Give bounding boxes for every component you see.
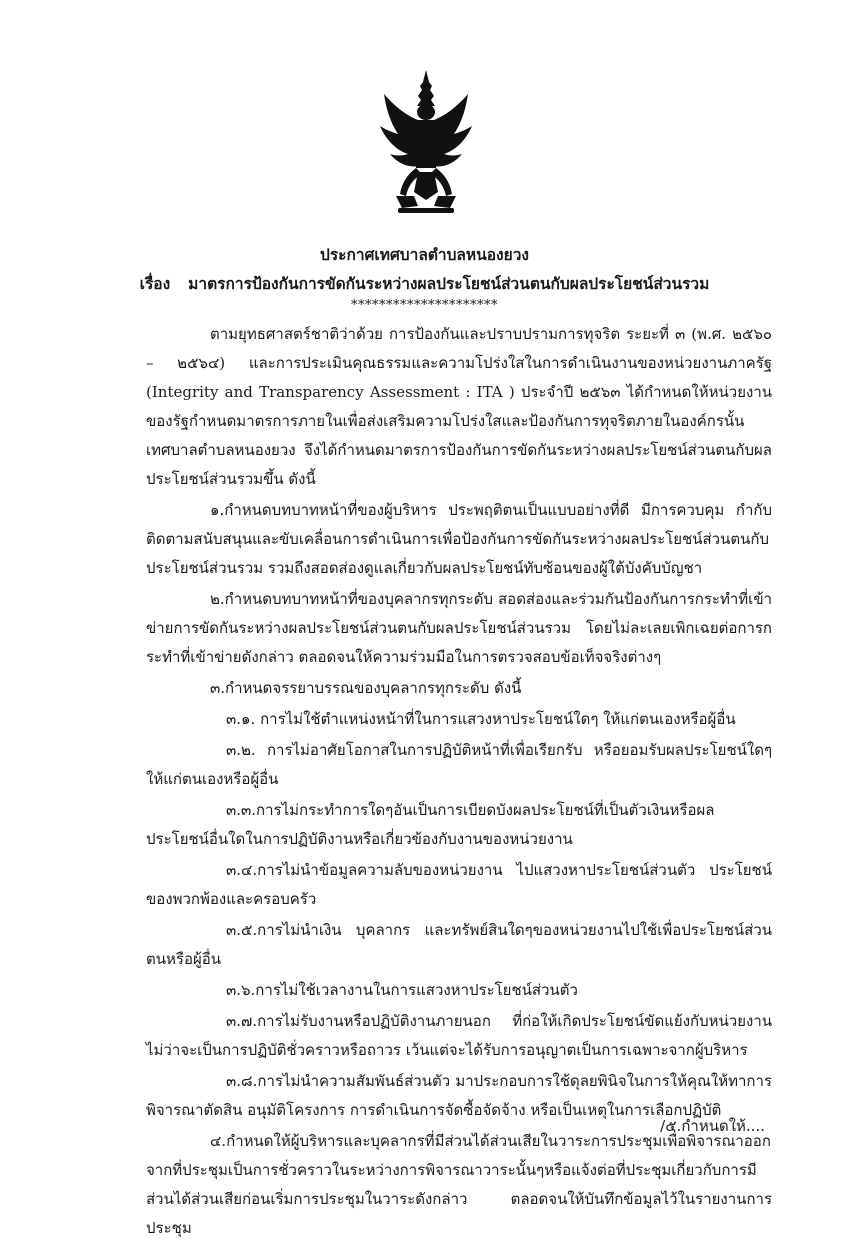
continuation-marker: /๕.กำหนดให้.... [660, 1117, 765, 1135]
subject-text: มาตรการป้องกันการขัดกันระหว่างผลประโยชน์ส่วนตนกับผลประโยชน์ส่วนรวม [188, 274, 710, 293]
subject-line [0, 274, 849, 294]
item-2: ๒.กำหนดบทบาทหน้าที่ของบุคลากรทุกระดับ สอดส่องและร่วมกันป้องกันการกระทำที่เข้าข่ายการขัดกันระหว่างผลประโยชน์ส่วนตนกับผลประโยชน์ส่วนรวม โดยไม่ละเลยเพิกเฉยต่อการกระทำที่เข้าข่ายดังกล่าว ตลอดจนให้ความร่วมมือในการตรวจสอบข้อเท็จจริงต่างๆ [146, 590, 772, 666]
item-3-4: ๓.๔.การไม่นำข้อมูลความลับของหน่วยงาน ไปแสวงหาประโยชน์ส่วนตัว ประโยชน์ของพวกพ้องและครอบครัว [146, 861, 772, 908]
item-3-8: ๓.๘.การไม่นำความสัมพันธ์ส่วนตัว มาประกอบการใช้ดุลยพินิจในการให้คุณให้ทาการพิจารณาตัดสิน อนุมัติโครงการ การดำเนินการจัดซื้อจัดจ้าง หรือเป็นเหตุในการเลือกปฏิบัติ [146, 1072, 772, 1119]
item-1: ๑.กำหนดบทบาทหน้าที่ของผู้บริหาร ประพฤติตนเป็นแบบอย่างที่ดี มีการควบคุม กำกับ ติดตามสนับสนุนและขับเคลื่อนการดำเนินการเพื่อป้องกันการขัดกันระหว่างผลประโยชน์ส่วนตนกับประโยชน์ส่วนรวม รวมถึงสอดส่องดูแลเกี่ยวกับผลประโยชน์ทับซ้อนของผู้ใต้บังคับบัญชา [146, 501, 772, 577]
item-3-7: ๓.๗.การไม่รับงานหรือปฏิบัติงานภายนอก ที่ก่อให้เกิดประโยชน์ขัดแย้งกับหน่วยงานไม่ว่าจะเป็นการปฏิบัติชั่วคราวหรือถาวร เว้นแต่จะได้รับการอนุญาตเป็นการเฉพาะจากผู้บริหาร [146, 1012, 772, 1059]
garuda-emblem-icon [378, 68, 474, 218]
item-4: ๔.กำหนดให้ผู้บริหารและบุคลากรที่มีส่วนได้ส่วนเสียในวาระการประชุมเพื่อพิจารณาออกจากที่ประชุมเป็นการชั่วคราวในระหว่างการพิจารณาวาระนั้นๆหรือแจ้งต่อที่ประชุมเกี่ยวกับการมีส่วนได้ส่วนเสียก่อนเริ่มการประชุมในวาระดังกล่าว ตลอดจนให้บันทึกข้อมูลไว้ในรายงานการประชุม [146, 1132, 772, 1237]
announcement-title: ประกาศเทศบาลตำบลหนองยวง [320, 245, 529, 264]
separator-line: ********************* [351, 298, 498, 313]
item-3: ๓.กำหนดจรรยาบรรณของบุคลากรทุกระดับ ดังนี้ [210, 679, 522, 697]
item-3-3: ๓.๓.การไม่กระทำการใดๆอันเป็นการเบียดบังผลประโยชน์ที่เป็นตัวเงินหรือผลประโยชน์อื่นใดในการปฏิบัติงานหรือเกี่ยวข้องกับงานของหน่วยงาน [146, 801, 715, 848]
intro-paragraph: ตามยุทธศาสตร์ชาติว่าด้วย การป้องกันและปราบปรามการทุจริต ระยะที่ ๓ (พ.ศ. ๒๕๖๐ – ๒๕๖๔) และการประเมินคุณธรรมและความโปร่งใสในการดำเนินงานของหน่วยงานภาครัฐ (Integrity and Transparency Assessment : ITA ) ประจำปี ๒๕๖๓ ได้กำหนดให้หน่วยงานของรัฐกำหนดมาตรการภายในเพื่อส่งเสริมความโปร่งใสและป้องกันการทุจริตภายในองค์กรนั้น เทศบาลตำบลหนองยวง จึงได้กำหนดมาตรการป้องกันการขัดกันระหว่างผลประโยชน์ส่วนตนกับผลประโยชน์ส่วนรวมขึ้น ดังนี้ [146, 325, 772, 488]
item-3-2: ๓.๒. การไม่อาศัยโอกาสในการปฏิบัติหน้าที่เพื่อเรียกรับ หรือยอมรับผลประโยชน์ใดๆให้แก่ตนเองหรือผู้อื่น [146, 741, 772, 788]
item-3-5: ๓.๕.การไม่นำเงิน บุคลากร และทรัพย์สินใดๆของหน่วยงานไปใช้เพื่อประโยชน์ส่วนตนหรือผู้อื่น [146, 921, 772, 968]
item-3-1: ๓.๑. การไม่ใช้ตำแหน่งหน้าที่ในการแสวงหาประโยชน์ใดๆ ให้แก่ตนเองหรือผู้อื่น [226, 710, 736, 728]
document-body [146, 320, 772, 1245]
item-3-6: ๓.๖.การไม่ใช้เวลางานในการแสวงหาประโยชน์ส่วนตัว [226, 981, 578, 999]
subject-label: เรื่อง [139, 274, 171, 293]
